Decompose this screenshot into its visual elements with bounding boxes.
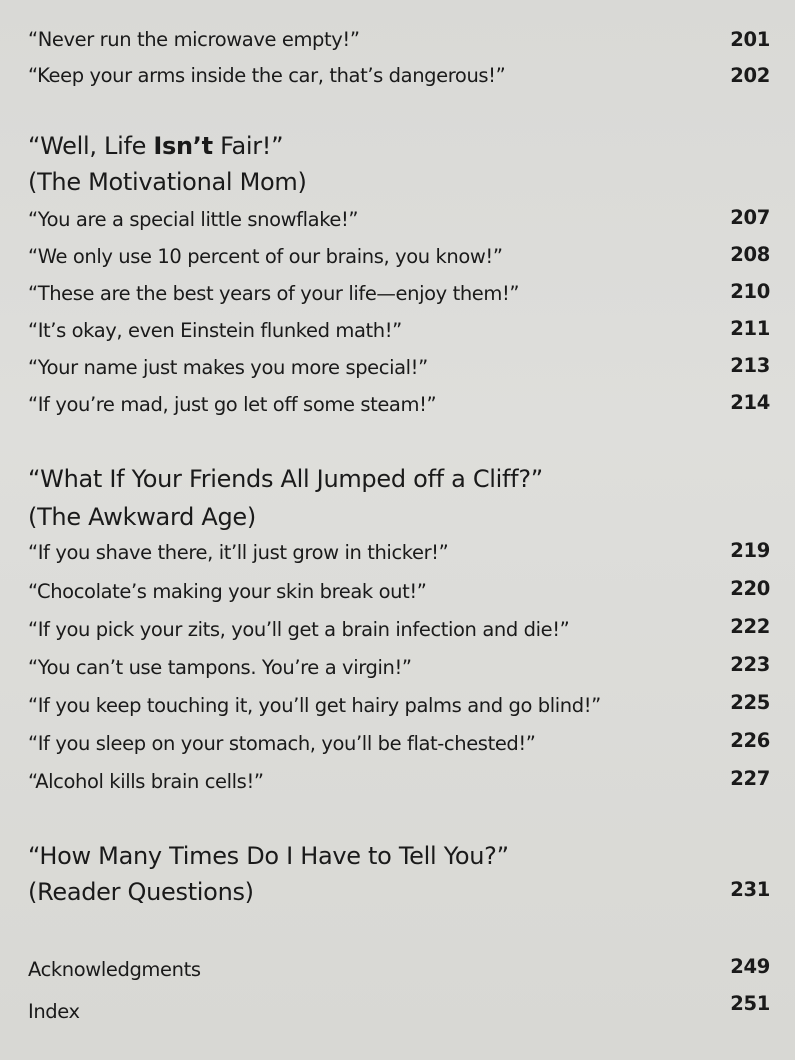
toc-entry-title: “If you sleep on your stomach, you’ll be flat-chested!” — [28, 732, 536, 755]
toc-entry-page: 207 — [730, 206, 770, 229]
toc-entry-page: 211 — [730, 317, 770, 340]
toc-entry-title: “You are a special little snowflake!” — [28, 208, 359, 231]
toc-entry-page: 214 — [730, 391, 770, 414]
toc-entry-page: 222 — [730, 615, 770, 638]
section-heading: “How Many Times Do I Have to Tell You?” — [28, 842, 509, 870]
toc-entry-page: 225 — [730, 691, 770, 714]
section-heading-part: Fair!” — [212, 132, 284, 160]
toc-entry-title: “Never run the microwave empty!” — [28, 28, 360, 51]
toc-entry-title: “We only use 10 percent of our brains, you know!” — [28, 245, 503, 268]
section-subheading: (The Awkward Age) — [28, 503, 256, 531]
toc-entry-title: “Alcohol kills brain cells!” — [28, 770, 264, 793]
toc-entry-page: 251 — [730, 992, 770, 1015]
toc-entry-title: “It’s okay, even Einstein flunked math!” — [28, 319, 402, 342]
toc-entry-title: “These are the best years of your life—enjoy them!” — [28, 282, 520, 305]
toc-entry-page: 210 — [730, 280, 770, 303]
section-subheading: (The Motivational Mom) — [28, 168, 307, 196]
toc-entry-title: “Keep your arms inside the car, that’s dangerous!” — [28, 64, 506, 87]
toc-entry-title: Index — [28, 1000, 80, 1023]
toc-entry-page: 220 — [730, 577, 770, 600]
section-heading-bold: Isn’t — [153, 132, 213, 160]
toc-entry-title: “You can’t use tampons. You’re a virgin!” — [28, 656, 412, 679]
toc-entry-page: 208 — [730, 243, 770, 266]
toc-entry-page: 231 — [730, 878, 770, 901]
toc-entry-page: 219 — [730, 539, 770, 562]
section-heading — [28, 132, 283, 160]
toc-entry-title: “If you pick your zits, you’ll get a brain infection and die!” — [28, 618, 570, 641]
section-heading: “What If Your Friends All Jumped off a Cliff?” — [28, 465, 543, 493]
toc-entry-page: 227 — [730, 767, 770, 790]
toc-entry-page: 213 — [730, 354, 770, 377]
toc-entry-title: Acknowledgments — [28, 958, 201, 981]
toc-entry-title: “If you keep touching it, you’ll get hairy palms and go blind!” — [28, 694, 601, 717]
toc-entry-page: 201 — [730, 28, 770, 51]
toc-entry-title: “Chocolate’s making your skin break out!” — [28, 580, 427, 603]
toc-entry-page: 249 — [730, 955, 770, 978]
toc-entry-title: “If you shave there, it’ll just grow in thicker!” — [28, 541, 449, 564]
toc-entry-page: 202 — [730, 64, 770, 87]
section-heading-part: “Well, Life — [28, 132, 154, 160]
toc-entry-page: 226 — [730, 729, 770, 752]
toc-entry-title: “Your name just makes you more special!” — [28, 356, 428, 379]
section-subheading: (Reader Questions) — [28, 878, 254, 906]
toc-entry-page: 223 — [730, 653, 770, 676]
toc-entry-title: “If you’re mad, just go let off some steam!” — [28, 393, 437, 416]
